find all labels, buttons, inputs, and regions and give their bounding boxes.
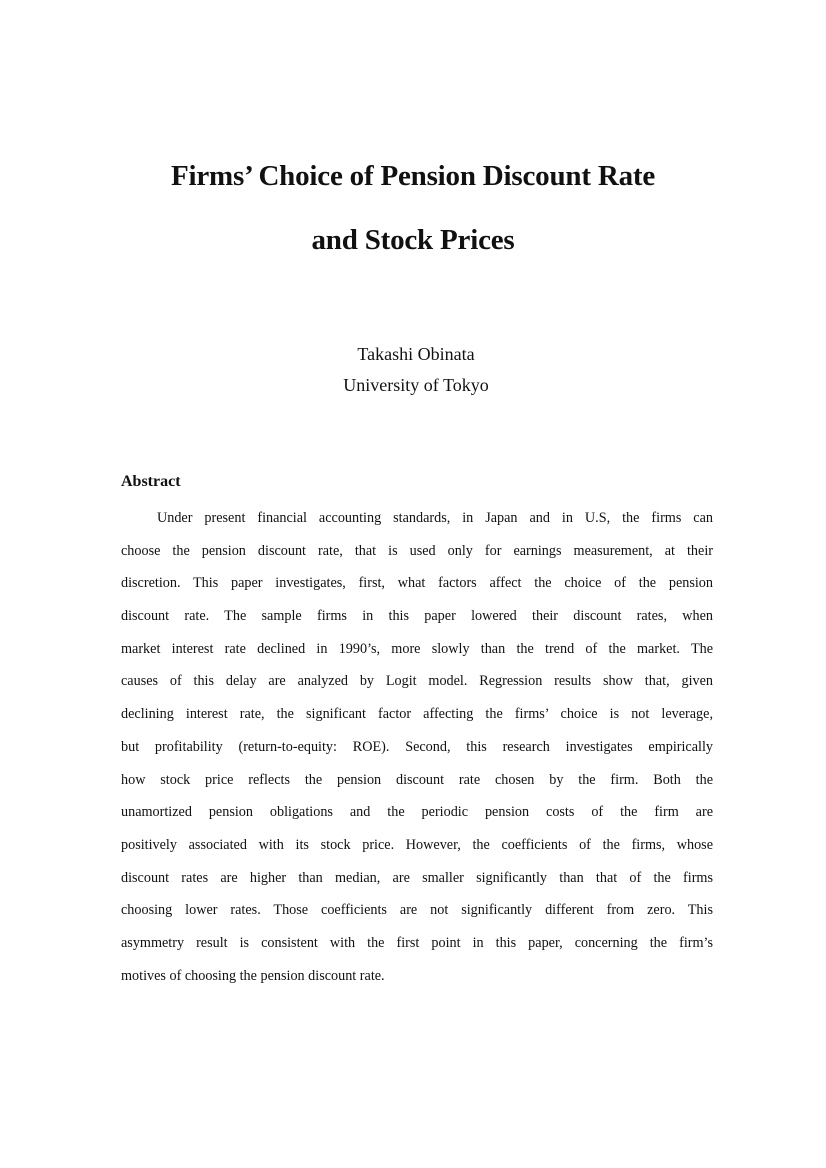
abstract-line: unamortized pension obligations and the periodic pension costs of the firm are <box>121 804 713 821</box>
abstract-body <box>121 502 713 992</box>
abstract-line: positively associated with its stock price. However, the coefficients of the firms, whose <box>121 836 713 853</box>
abstract-line: market interest rate declined in 1990’s, more slowly than the trend of the market. The <box>121 640 713 657</box>
abstract-line: declining interest rate, the significant factor affecting the firms’ choice is not leverage, <box>121 706 713 723</box>
author-name: Takashi Obinata <box>357 344 475 364</box>
abstract-line: causes of this delay are analyzed by Logit model. Regression results show that, given <box>121 673 713 690</box>
paper-title-line-2: and Stock Prices <box>311 224 515 256</box>
abstract-line: discretion. This paper investigates, first, what factors affect the choice of the pension <box>121 575 713 592</box>
author-affiliation: University of Tokyo <box>343 375 489 395</box>
abstract-line: choosing lower rates. Those coefficients are not significantly different from zero. This <box>121 902 713 919</box>
abstract-line: choose the pension discount rate, that is used only for earnings measurement, at their <box>121 542 713 559</box>
abstract-line: Under present financial accounting standards, in Japan and in U.S, the firms can <box>157 510 713 526</box>
abstract-heading: Abstract <box>121 473 181 490</box>
abstract-line: discount rate. The sample firms in this paper lowered their discount rates, when <box>121 608 713 625</box>
abstract-line: motives of choosing the pension discount rate. <box>121 967 385 984</box>
abstract-line: discount rates are higher than median, are smaller significantly than that of the firms <box>121 869 713 886</box>
paper-title-line-1: Firms’ Choice of Pension Discount Rate <box>171 160 655 192</box>
abstract-line: asymmetry result is consistent with the first point in this paper, concerning the firm’s <box>121 934 713 951</box>
abstract-line: but profitability (return-to-equity: ROE). Second, this research investigates empirically <box>121 738 713 755</box>
abstract-line: how stock price reflects the pension discount rate chosen by the firm. Both the <box>121 771 713 788</box>
